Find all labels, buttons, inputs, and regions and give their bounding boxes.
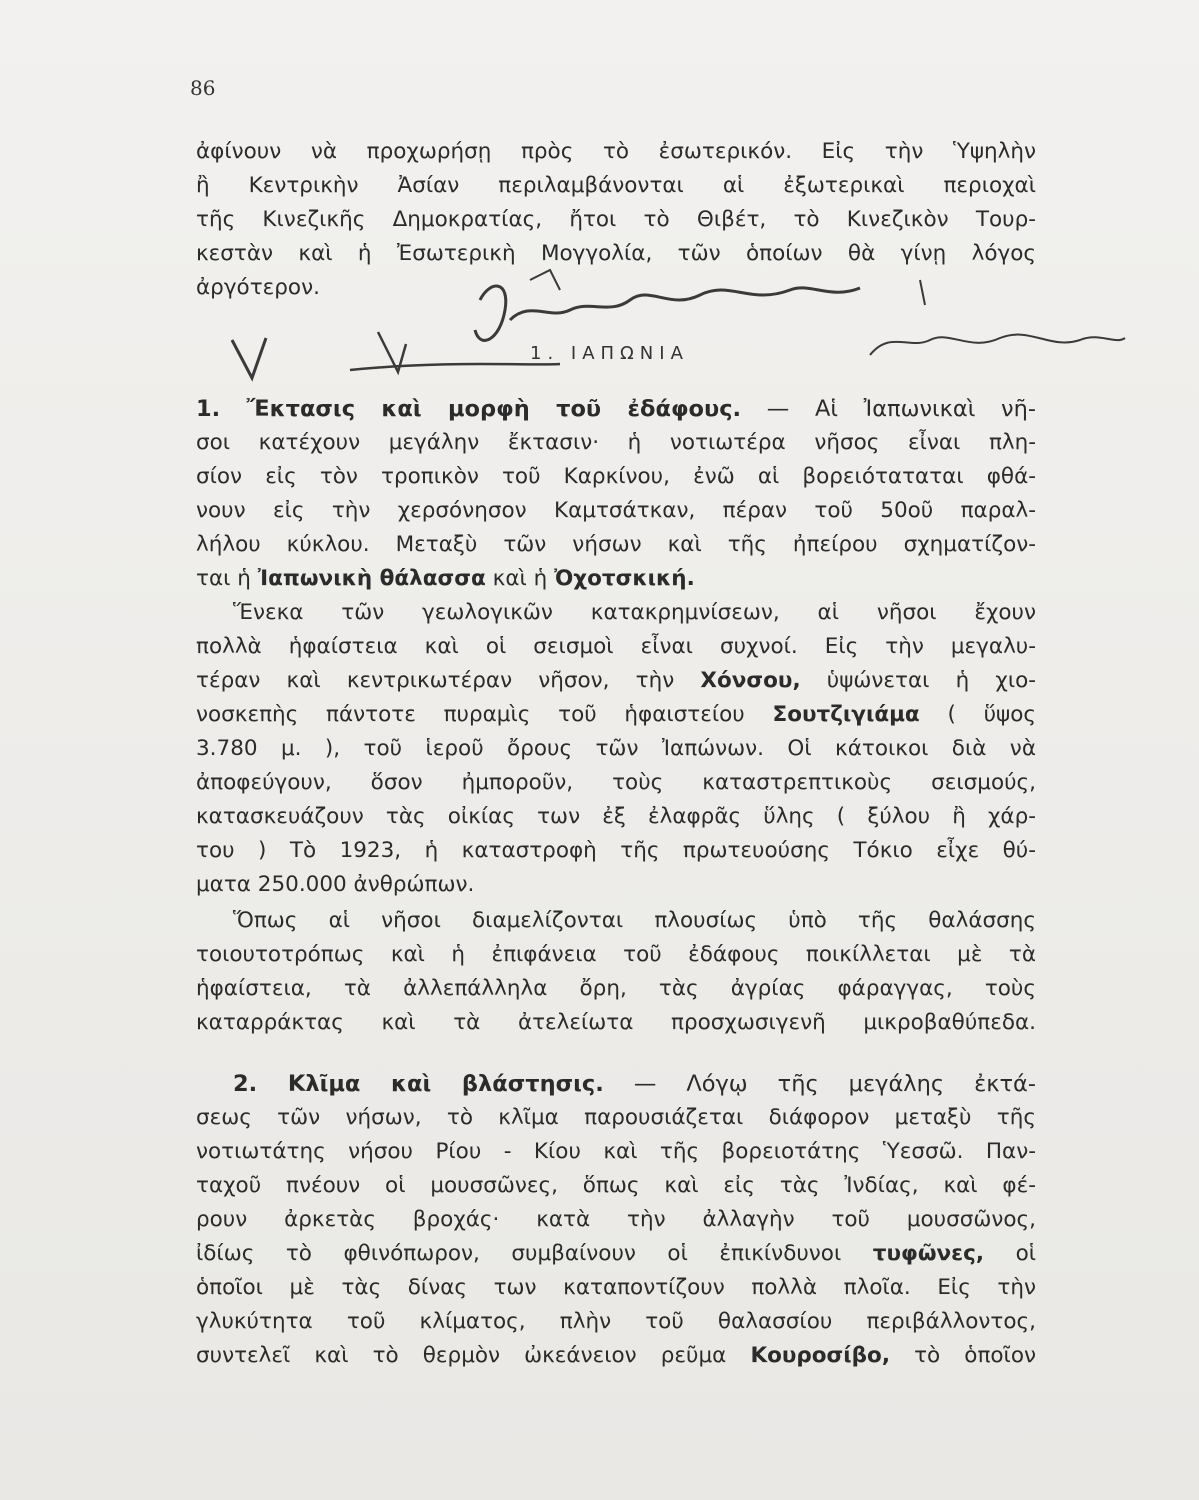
text-line xyxy=(196,664,1036,698)
text-line xyxy=(196,1339,1036,1373)
text-line: σοι κατέχουν μεγάλην ἔκτασιν· ἡ νοτιωτέρα νῆσος εἶναι πλη- xyxy=(196,430,1036,455)
text-line: τοιουτοτρόπως καὶ ἡ ἐπιφάνεια τοῦ ἐδάφους ποικίλλεται μὲ τὰ xyxy=(196,942,1036,967)
text-fragment: νοσκεπὴς πάντοτε πυραμὶς τοῦ ἡφαιστείου xyxy=(196,702,773,727)
text-line: τῆς Κινεζικῆς Δημοκρατίας, ἤτοι τὸ Θιβέτ, τὸ Κινεζικὸν Τουρ- xyxy=(196,207,1036,232)
text-line: λήλου κύκλου. Μεταξὺ τῶν νήσων καὶ τῆς ἠπείρου σχηματίζον- xyxy=(196,532,1036,557)
text-line xyxy=(196,698,1036,732)
bold-term: Ἰαπωνικὴ θάλασσα xyxy=(257,566,486,591)
section-heading: 1. ΙΑΠΩΝΙΑ xyxy=(530,343,689,364)
text-fragment: — Λόγῳ τῆς μεγάλης ἐκτά- xyxy=(633,1071,1037,1097)
text-line: Ὅπως αἱ νῆσοι διαμελίζονται πλουσίως ὑπὸ τῆς θαλάσσης xyxy=(233,908,1036,933)
text-fragment: — Αἱ Ἰαπωνικαὶ νῆ- xyxy=(766,396,1036,422)
text-line: καταρράκτας καὶ τὰ ἀτελείωτα προσχωσιγενῆ μικροβαθύπεδα. xyxy=(196,1010,1036,1035)
subsection-first-line xyxy=(196,392,1036,426)
bold-term: Χόνσου, xyxy=(700,668,801,693)
text-line: νουν εἰς τὴν χερσόνησον Καμτσάτκαν, πέραν τοῦ 50οῦ παραλ- xyxy=(196,498,1036,523)
text-line: ἡφαίστεια, τὰ ἀλλεπάλληλα ὄρη, τὰς ἀγρίας φάραγγας, τοὺς xyxy=(196,976,1036,1001)
text-fragment: τὸ ὁποῖον xyxy=(890,1343,1036,1368)
text-line: Ἕνεκα τῶν γεωλογικῶν κατακρημνίσεων, αἱ νῆσοι ἔχουν xyxy=(233,600,1036,625)
text-line: πολλὰ ἡφαίστεια καὶ οἱ σεισμοὶ εἶναι συχνοί. Εἰς τὴν μεγαλυ- xyxy=(196,634,1036,659)
text-fragment: τέραν καὶ κεντρικωτέραν νῆσον, τὴν xyxy=(196,668,701,693)
text-line: ὁποῖοι μὲ τὰς δίνας των καταποντίζουν πολλὰ πλοῖα. Εἰς τὴν xyxy=(196,1275,1036,1300)
text-line: ταχοῦ πνέουν οἱ μουσσῶνες, ὅπως καὶ εἰς τὰς Ἰνδίας, καὶ φέ- xyxy=(196,1173,1036,1198)
subsection-title: 2. Κλῖμα καὶ βλάστησις. xyxy=(233,1071,604,1097)
text-line: ἢ Κεντρικὴν Ἀσίαν περιλαμβάνονται αἱ ἐξωτερικαὶ περιοχαὶ xyxy=(196,173,1036,198)
subsection-first-line xyxy=(233,1067,1036,1101)
bold-term: Σουτζιγιάμα xyxy=(772,702,920,727)
text-line xyxy=(196,1237,1036,1271)
text-fragment: ὑψώνεται ἡ χιο- xyxy=(800,668,1037,693)
text-fragment: καὶ ἡ xyxy=(485,566,555,591)
text-line: γλυκύτητα τοῦ κλίματος, πλὴν τοῦ θαλασσίου περιβάλλοντος, xyxy=(196,1309,1036,1334)
subsection-title: 1. Ἔκτασις καὶ μορφὴ τοῦ ἐδάφους. xyxy=(196,396,742,422)
text-fragment: συντελεῖ καὶ τὸ θερμὸν ὠκεάνειον ρεῦμα xyxy=(196,1343,751,1368)
text-fragment: ( ὕψος xyxy=(919,702,1036,727)
text-fragment: ται ἡ xyxy=(196,566,258,591)
text-line: νοτιωτάτης νήσου Ρίου - Κίου καὶ τῆς βορειοτάτης Ὑεσσῶ. Παν- xyxy=(196,1139,1036,1164)
bold-term: Κουροσίβο, xyxy=(750,1343,890,1368)
text-line: σίον εἰς τὸν τροπικὸν τοῦ Καρκίνου, ἐνῶ αἱ βορειόταταται φθά- xyxy=(196,464,1036,489)
text-fragment: οἱ xyxy=(984,1241,1037,1266)
bold-term: τυφῶνες, xyxy=(872,1241,985,1266)
text-line: ματα 250.000 ἀνθρώπων. xyxy=(196,872,475,897)
text-line: ἀποφεύγουν, ὅσον ἠμποροῦν, τοὺς καταστρεπτικοὺς σεισμούς, xyxy=(196,770,1036,795)
text-line: κεστὰν καὶ ἡ Ἐσωτερικὴ Μογγολία, τῶν ὁποίων θὰ γίνῃ λόγος xyxy=(196,241,1036,266)
text-line xyxy=(196,562,1036,596)
page-number: 86 xyxy=(190,76,216,100)
text-line: ρουν ἀρκετὰς βροχάς· κατὰ τὴν ἀλλαγὴν τοῦ μουσσῶνος, xyxy=(196,1207,1036,1232)
text-line: του ) Τὸ 1923, ἡ καταστροφὴ τῆς πρωτευούσης Τόκιο εἶχε θύ- xyxy=(196,838,1036,863)
text-line: κατασκευάζουν τὰς οἰκίας των ἐξ ἐλαφρᾶς ὕλης ( ξύλου ἢ χάρ- xyxy=(196,804,1036,829)
text-line: ἀργότερον. xyxy=(196,275,320,300)
text-line: ἀφίνουν νὰ προχωρήσῃ πρὸς τὸ ἐσωτερικόν. Εἰς τὴν Ὑψηλὴν xyxy=(196,139,1036,164)
bold-term: Ὀχοτσκική. xyxy=(554,566,695,591)
text-line: 3.780 μ. ), τοῦ ἱεροῦ ὄρους τῶν Ἰαπώνων. Οἱ κάτοικοι διὰ νὰ xyxy=(196,736,1036,761)
text-line: σεως τῶν νήσων, τὸ κλῖμα παρουσιάζεται διάφορον μεταξὺ τῆς xyxy=(196,1105,1036,1130)
text-fragment: ἰδίως τὸ φθινόπωρον, συμβαίνουν οἱ ἐπικίνδυνοι xyxy=(196,1241,873,1266)
